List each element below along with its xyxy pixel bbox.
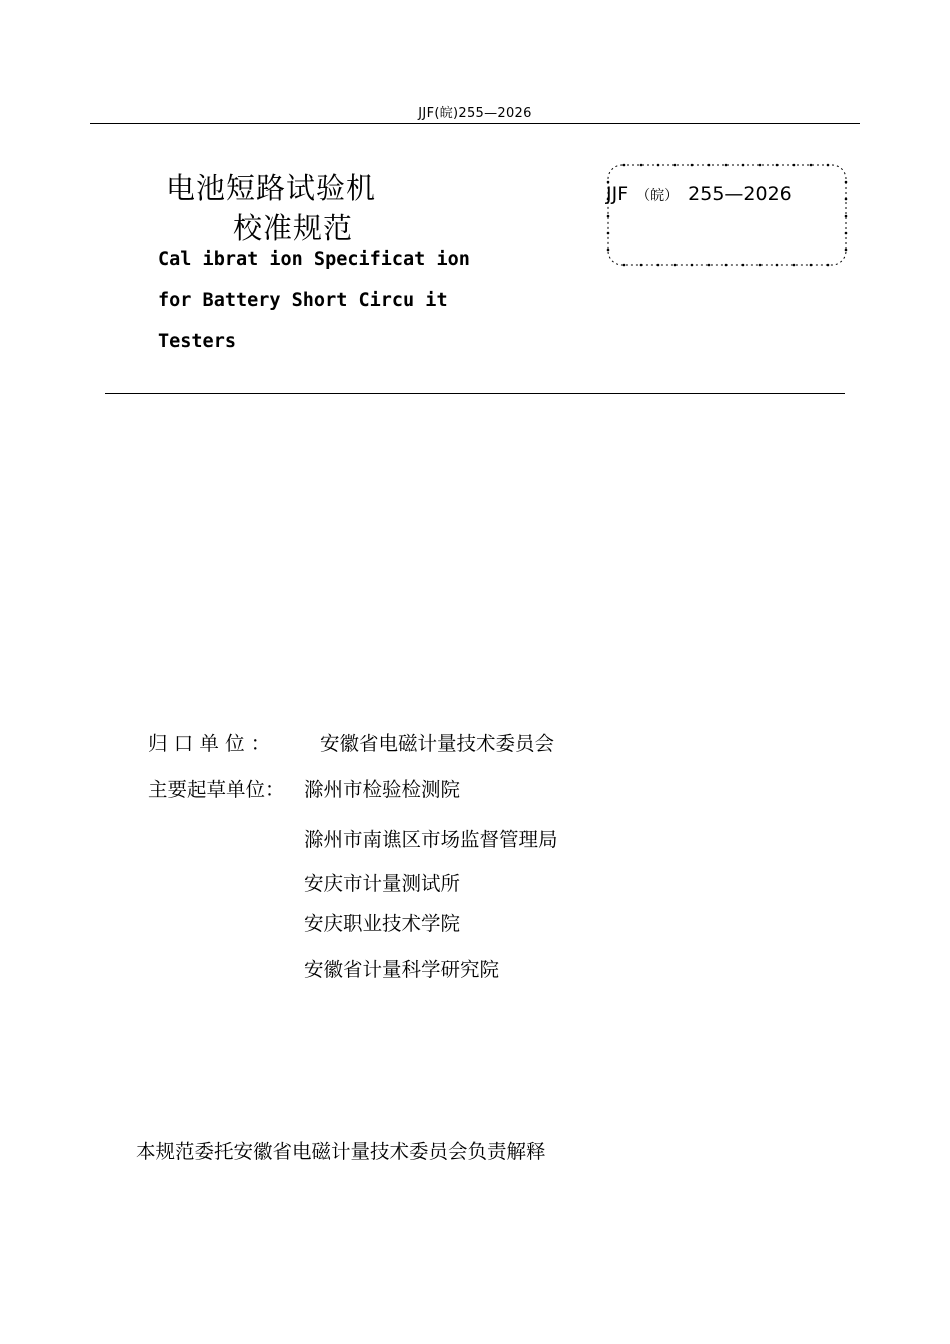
code-box-dot [725,164,728,167]
code-box-dot [776,164,779,167]
code-box-dot [742,164,745,167]
main-divider [105,393,845,394]
code-box-dot [640,164,643,167]
drafting-units-label: 主要起草单位： [148,778,285,801]
drafting-unit-item: 安庆市计量测试所 [304,872,461,895]
header-document-code: JJF(皖)255—2026 [418,106,532,121]
code-box-dot [674,164,677,167]
code-box-dot [725,264,728,267]
drafting-unit-item: 滁州市检验检测院 [304,778,461,801]
code-box-dot [845,181,848,184]
code-box-dot [674,264,677,267]
code-box-dot [845,249,848,252]
code-box-dot [607,215,610,218]
interpretation-note: 本规范委托安徽省电磁计量技术委员会负责解释 [136,1140,546,1163]
code-box-dot [708,264,711,267]
code-box-dot [623,264,626,267]
code-box-dot [827,264,830,267]
drafting-unit-item: 安庆职业技术学院 [304,912,461,935]
title-chinese-line1: 电池短路试验机 [166,171,377,205]
title-english-line2: for Battery Short Circu it [158,290,448,311]
title-chinese-line2: 校准规范 [233,211,354,245]
responsible-unit-label: 归 口 单 位 ： [148,732,271,755]
code-box-dot [827,164,830,167]
code-number: 255—2026 [688,183,792,205]
code-box-dot [793,164,796,167]
code-box-dot [623,164,626,167]
code-box-dot [657,164,660,167]
title-english-line1: Cal ibrat ion Specificat ion [158,249,470,270]
code-box-dot [657,264,660,267]
code-province: （皖） [636,188,679,204]
code-box-dot [810,164,813,167]
code-box-dot [810,264,813,267]
code-box-dot [776,264,779,267]
code-box-dot [759,164,762,167]
code-box-dot [691,164,694,167]
code-box-dot [691,264,694,267]
code-box-dot [793,264,796,267]
title-english-line3: Testers [158,331,236,352]
code-box-frame [604,160,850,270]
code-box-dot [845,198,848,201]
drafting-unit-item: 安徽省计量科学研究院 [304,958,500,981]
code-box-dot [607,249,610,252]
code-box-dot [759,264,762,267]
header-divider [90,123,860,124]
code-box-dot [640,264,643,267]
code-box-dot [742,264,745,267]
code-box-dot [845,232,848,235]
code-box-dot [845,215,848,218]
code-box-text [606,183,792,205]
code-box-dot [607,232,610,235]
code-box-dot [708,164,711,167]
responsible-unit-value: 安徽省电磁计量技术委员会 [320,732,555,755]
drafting-unit-item: 滁州市南谯区市场监督管理局 [304,828,558,851]
code-prefix: JJF [606,183,629,205]
